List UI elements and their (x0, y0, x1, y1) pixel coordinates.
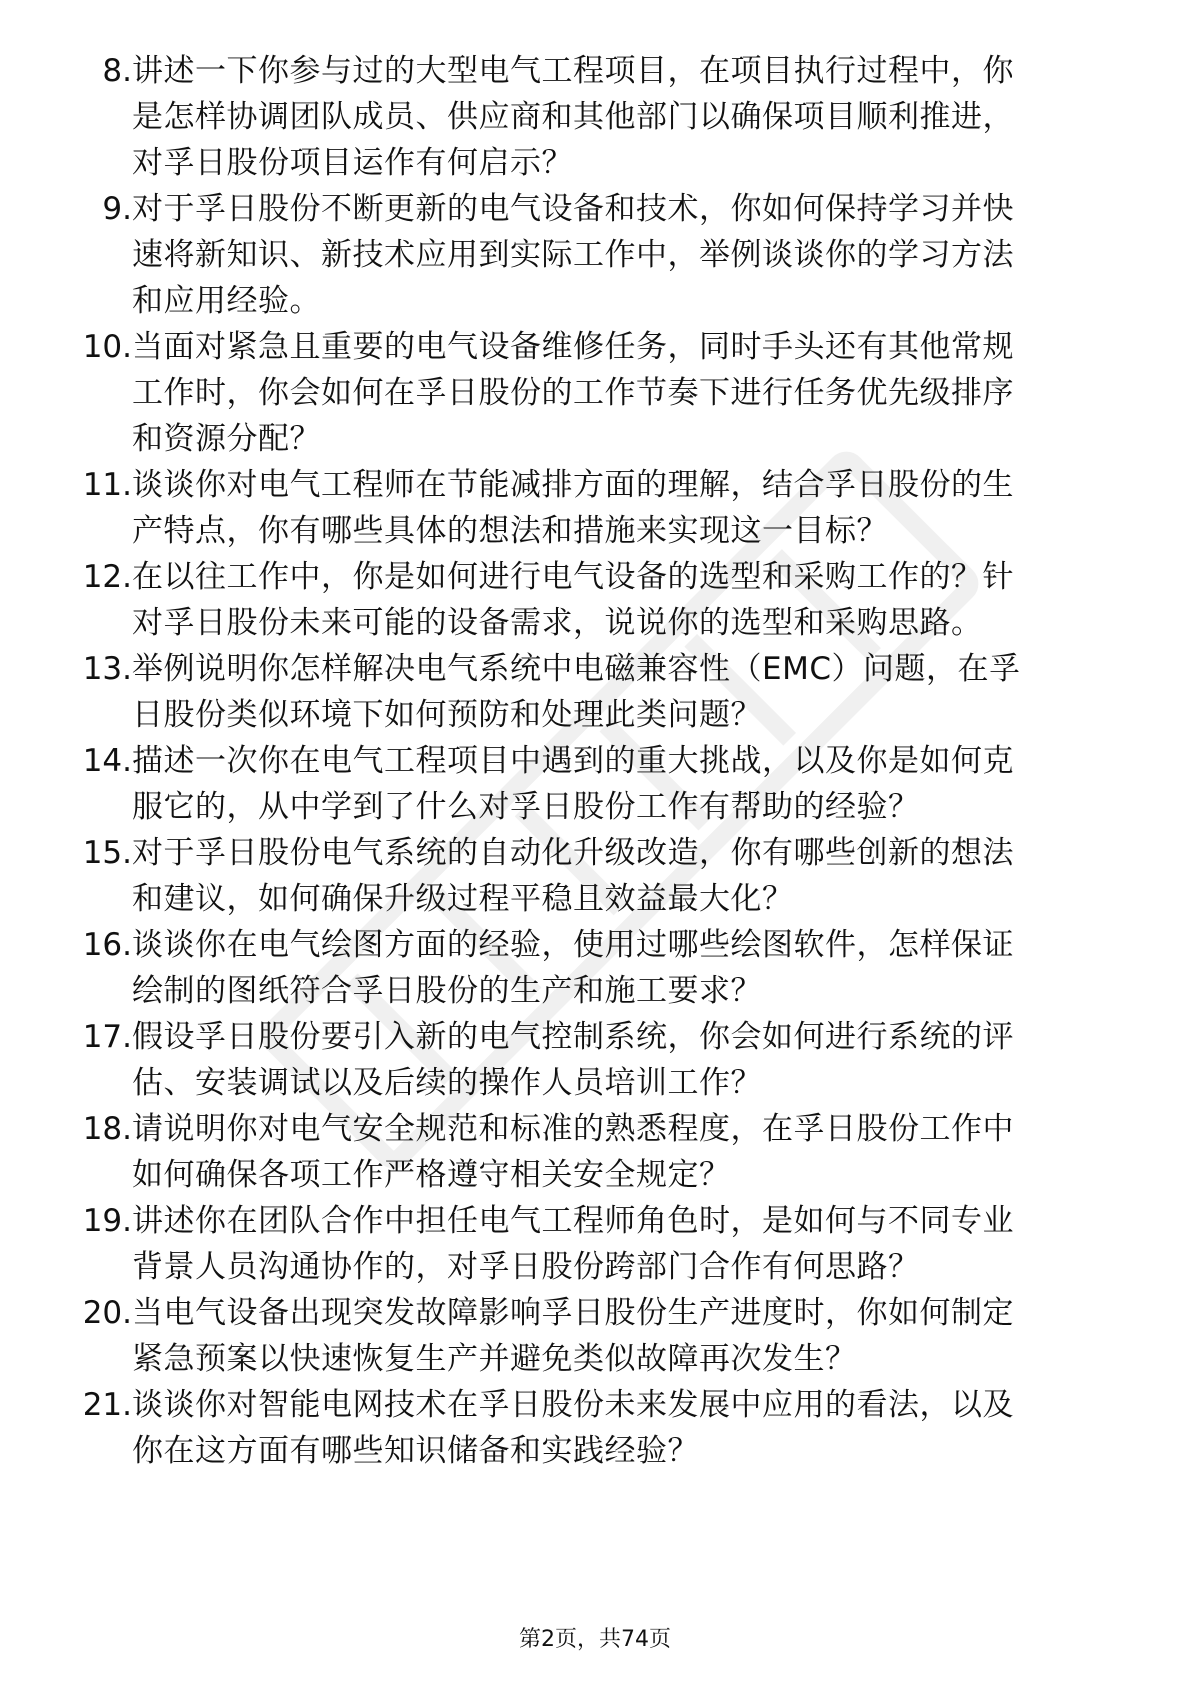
question-text-line: 描述一次你在电气工程项目中遇到的重大挑战，以及你是如何克 (132, 743, 1014, 779)
question-text-line: 谈谈你在电气绘图方面的经验，使用过哪些绘图软件，怎样保证 (132, 927, 1014, 963)
question-number: 15. (82, 835, 132, 871)
question-text-line: 假设孚日股份要引入新的电气控制系统，你会如何进行系统的评 (132, 1019, 1014, 1055)
question-text-line: 当电气设备出现突发故障影响孚日股份生产进度时，你如何制定 (132, 1295, 1014, 1331)
question-item (0, 1290, 1190, 1382)
question-text-line: 产特点，你有哪些具体的想法和措施来实现这一目标？ (132, 513, 888, 549)
question-number: 14. (82, 743, 132, 779)
question-text-line: 绘制的图纸符合孚日股份的生产和施工要求？ (132, 973, 762, 1009)
question-text-line: 对孚日股份未来可能的设备需求，说说你的选型和采购思路。 (132, 605, 983, 641)
question-item (0, 186, 1190, 324)
question-number: 13. (82, 651, 132, 687)
question-number: 17. (82, 1019, 132, 1055)
question-text-line: 和资源分配？ (132, 421, 321, 457)
question-text-line: 谈谈你对智能电网技术在孚日股份未来发展中应用的看法，以及 (132, 1387, 1014, 1423)
question-number: 16. (82, 927, 132, 963)
question-item (0, 554, 1190, 646)
question-text-line: 和建议，如何确保升级过程平稳且效益最大化？ (132, 881, 794, 917)
page-footer: 第2页，共74页 (519, 1627, 671, 1652)
question-item (0, 1106, 1190, 1198)
question-text-line: 讲述你在团队合作中担任电气工程师角色时，是如何与不同专业 (132, 1203, 1014, 1239)
question-number: 9. (102, 191, 132, 227)
question-item (0, 922, 1190, 1014)
question-item (0, 830, 1190, 922)
question-item (0, 738, 1190, 830)
question-text-line: 谈谈你对电气工程师在节能减排方面的理解，结合孚日股份的生 (132, 467, 1014, 503)
question-item (0, 324, 1190, 462)
question-number: 12. (82, 559, 132, 595)
question-text-line: 服它的，从中学到了什么对孚日股份工作有帮助的经验？ (132, 789, 920, 825)
question-text-line: 估、安装调试以及后续的操作人员培训工作？ (132, 1065, 762, 1101)
question-text-line: 和应用经验。 (132, 283, 321, 319)
question-number: 19. (82, 1203, 132, 1239)
question-number: 8. (102, 53, 132, 89)
question-item (0, 462, 1190, 554)
question-number: 21. (82, 1387, 132, 1423)
question-text-line: 对于孚日股份电气系统的自动化升级改造，你有哪些创新的想法 (132, 835, 1014, 871)
question-text-line: 对孚日股份项目运作有何启示？ (132, 145, 573, 181)
question-item (0, 1382, 1190, 1474)
question-text-line: 工作时，你会如何在孚日股份的工作节奏下进行任务优先级排序 (132, 375, 1014, 411)
question-text-line: 速将新知识、新技术应用到实际工作中，举例谈谈你的学习方法 (132, 237, 1014, 273)
question-number: 11. (82, 467, 132, 503)
question-number: 18. (82, 1111, 132, 1147)
question-item (0, 1198, 1190, 1290)
question-text-line: 背景人员沟通协作的，对孚日股份跨部门合作有何思路？ (132, 1249, 920, 1285)
question-text-line: 如何确保各项工作严格遵守相关安全规定？ (132, 1157, 731, 1193)
question-item (0, 48, 1190, 186)
question-number: 10. (82, 329, 132, 365)
question-text-line: 举例说明你怎样解决电气系统中电磁兼容性（EMC）问题，在孚 (132, 651, 1021, 687)
question-text-line: 日股份类似环境下如何预防和处理此类问题？ (132, 697, 762, 733)
question-text-line: 紧急预案以快速恢复生产并避免类似故障再次发生？ (132, 1341, 857, 1377)
question-item (0, 1014, 1190, 1106)
question-text-line: 请说明你对电气安全规范和标准的熟悉程度，在孚日股份工作中 (132, 1111, 1014, 1147)
question-text-line: 你在这方面有哪些知识储备和实践经验？ (132, 1433, 699, 1469)
question-number: 20. (82, 1295, 132, 1331)
question-text-line: 讲述一下你参与过的大型电气工程项目，在项目执行过程中，你 (132, 53, 1014, 89)
question-item (0, 646, 1190, 738)
question-text-line: 是怎样协调团队成员、供应商和其他部门以确保项目顺利推进， (132, 99, 1014, 135)
question-text-line: 对于孚日股份不断更新的电气设备和技术，你如何保持学习并快 (132, 191, 1014, 227)
question-text-line: 当面对紧急且重要的电气设备维修任务，同时手头还有其他常规 (132, 329, 1014, 365)
question-text-line: 在以往工作中，你是如何进行电气设备的选型和采购工作的？针 (132, 559, 1014, 595)
